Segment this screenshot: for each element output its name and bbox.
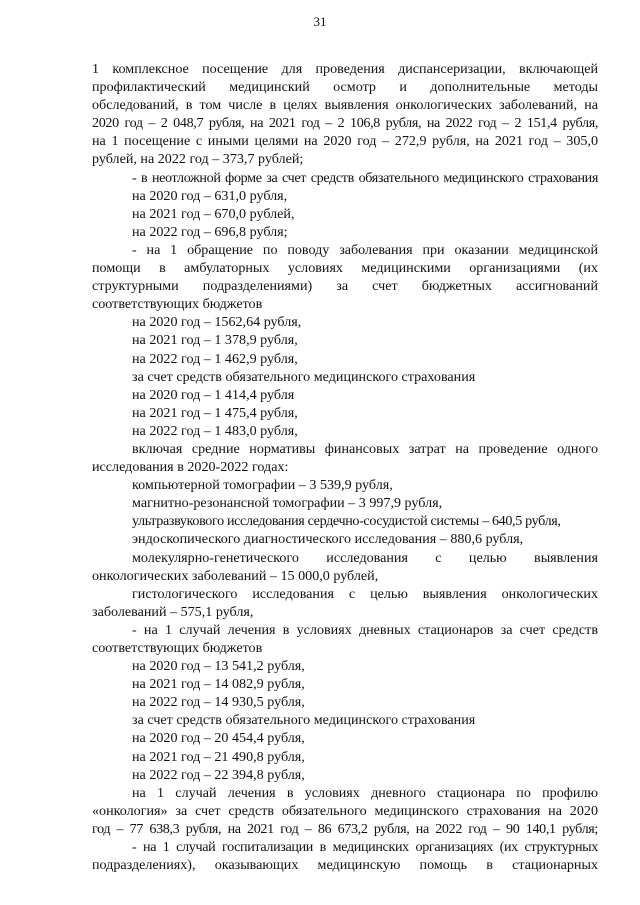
text-line: на 2021 год – 21 490,8 рубля,	[132, 748, 305, 765]
text-line: на 2020 год – 1562,64 рубля,	[132, 314, 302, 331]
text-line: помощи в амбулаторных условиях медицинскими организациями (их	[92, 260, 598, 277]
text-line: заболеваний – 575,1 рубля,	[92, 603, 254, 620]
text-line: рублей, на 2022 год – 373,7 рублей;	[92, 151, 304, 168]
text-line: 1 комплексное посещение для проведения диспансеризации, включающей	[92, 61, 598, 77]
text-line: год – 77 638,3 рубля, на 2021 год – 86 673,2 рубля, на 2022 год – 90 140,1 рубля;	[92, 820, 598, 837]
text-line: гистологического исследования с целью выявления онкологических	[132, 585, 598, 602]
text-line: на 2022 год – 14 930,5 рубля,	[132, 694, 305, 711]
text-line: на 2020 год – 1 414,4 рубля	[132, 386, 295, 403]
text-line: на 2020 год – 631,0 рубля,	[132, 187, 288, 204]
text-line: 2020 год – 2 048,7 рубля, на 2021 год – 2 106,8 рубля, на 2022 год – 2 151,4 рубля,	[92, 115, 598, 132]
text-line: - на 1 случай лечения в условиях дневных стационаров за счет средств	[132, 621, 598, 638]
text-line: на 2022 год – 1 483,0 рубля,	[132, 422, 298, 439]
text-line: - в неотложной форме за счет средств обязательного медицинского страхования	[132, 169, 598, 186]
text-line: на 2021 год – 1 378,9 рубля,	[132, 332, 298, 349]
text-line: молекулярно-генетического исследования с целью выявления	[132, 549, 598, 566]
text-line: «онкология» за счет средств обязательного медицинского страхования на 2020	[92, 802, 598, 819]
text-line: ультразвукового исследования сердечно-сосудистой системы – 640,5 рубля,	[132, 513, 561, 530]
text-line: на 2020 год – 20 454,4 рубля,	[132, 730, 305, 747]
page-number: 31	[313, 14, 327, 29]
text-line: на 2022 год – 696,8 рубля;	[132, 223, 288, 240]
text-line: компьютерной томографии – 3 539,9 рубля,	[132, 477, 393, 494]
text-line: соответствующих бюджетов	[92, 640, 263, 656]
text-line: подразделениях), оказывающих медицинскую помощь в стационарных	[92, 857, 598, 874]
text-line: за счет средств обязательного медицинского страхования	[132, 712, 476, 729]
text-line: на 1 случай лечения в условиях дневного стационара по профилю	[132, 784, 598, 801]
text-line: структурными подразделениями) за счет бюджетных ассигнований	[92, 278, 598, 295]
text-line: - на 1 обращение по поводу заболевания при оказании медицинской	[132, 241, 598, 258]
text-line: исследования в 2020-2022 годах:	[92, 459, 289, 476]
text-line: за счет средств обязательного медицинского страхования	[132, 368, 476, 385]
text-line: на 2022 год – 22 394,8 рубля,	[132, 766, 305, 783]
text-line: соответствующих бюджетов	[92, 296, 263, 313]
text-line: - на 1 случай госпитализации в медицинских организациях (их структурных	[132, 839, 598, 856]
text-line: обследований, в том числе в целях выявления онкологических заболеваний, на	[92, 97, 598, 114]
text-line: эндоскопического диагностического исследования – 880,6 рубля,	[132, 531, 524, 548]
text-line: на 2021 год – 14 082,9 рубля,	[132, 676, 305, 693]
document-body	[92, 60, 598, 874]
text-line: на 2021 год – 1 475,4 рубля,	[132, 404, 298, 421]
text-line: онкологических заболеваний – 15 000,0 рублей,	[92, 567, 379, 584]
text-line: на 1 посещение с иными целями на 2020 год – 272,9 рубля, на 2021 год – 305,0	[92, 133, 598, 150]
text-line: на 2021 год – 670,0 рублей,	[132, 205, 295, 222]
text-line: на 2022 год – 1 462,9 рубля,	[132, 350, 298, 367]
text-line: на 2020 год – 13 541,2 рубля,	[132, 658, 305, 675]
text-line: включая средние нормативы финансовых затрат на проведение одного	[132, 440, 598, 457]
text-line: профилактический медицинский осмотр и дополнительные методы	[92, 79, 598, 96]
text-line: магнитно-резонансной томографии – 3 997,9 рубля,	[132, 495, 443, 512]
